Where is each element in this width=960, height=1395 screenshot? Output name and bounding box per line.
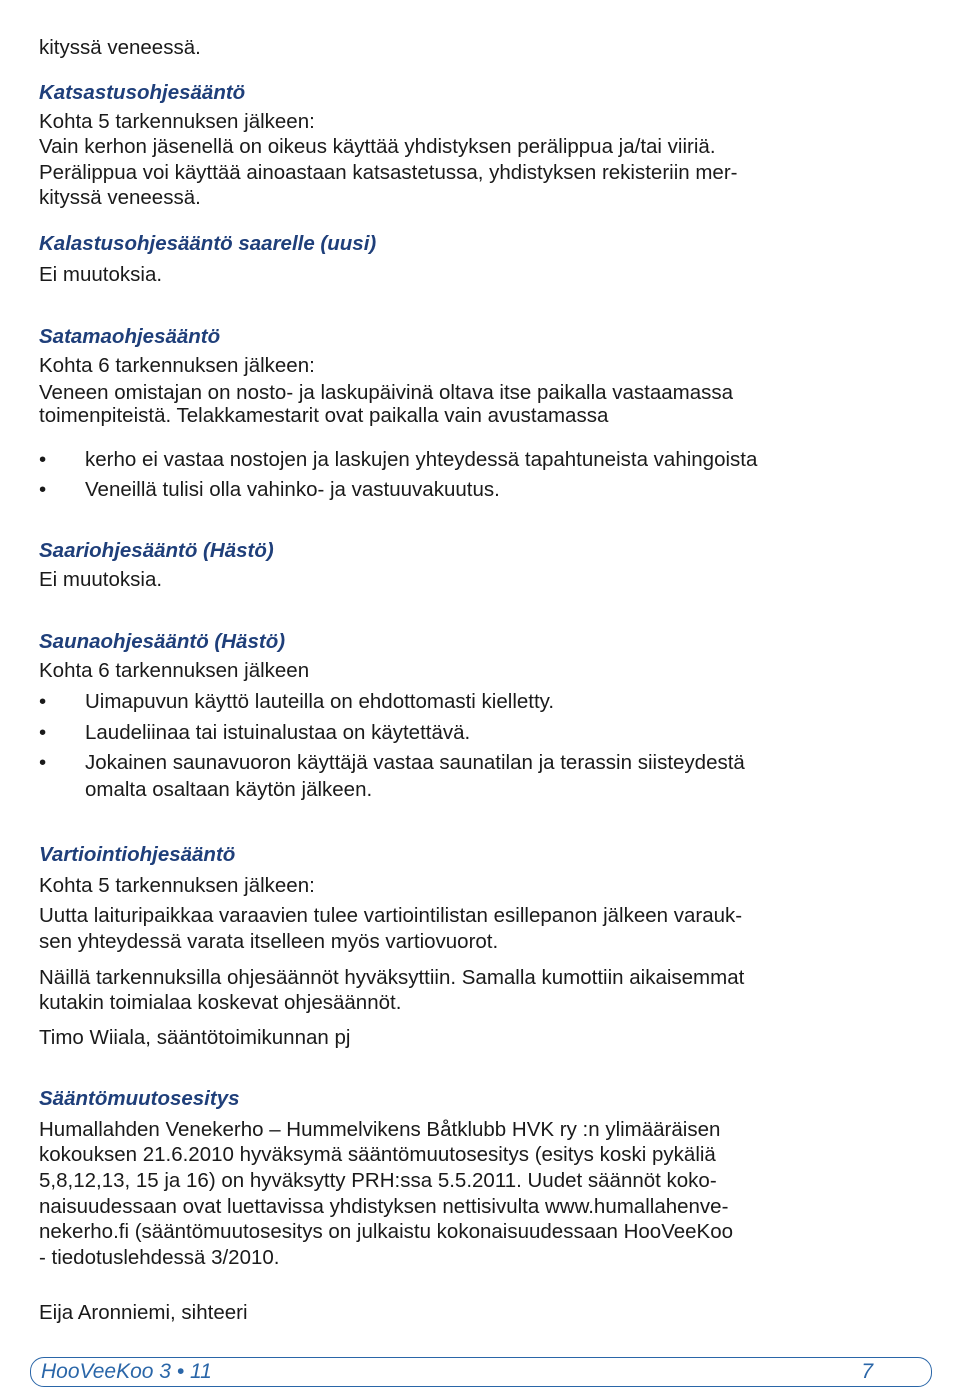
signature-line: Eija Aronniemi, sihteeri [39,1301,248,1324]
heading-saariohjesaanto: Saariohjesääntö (Hästö) [39,539,274,562]
body-text-line: Humallahden Venekerho – Hummelvikens Båtklubb HVK ry :n ylimääräisen [39,1118,721,1141]
body-text-line: Näillä tarkennuksilla ohjesäännöt hyväksyttiin. Samalla kumottiin aikaisemmat [39,966,745,989]
page-footer [30,1357,932,1387]
heading-vartiointiohjesaanto: Vartiointiohjesääntö [39,843,236,866]
body-text-line: toimenpiteistä. Telakkamestarit ovat paikalla vain avustamassa [39,404,609,427]
body-text-line: Ei muutoksia. [39,263,163,286]
bullet-icon: • [39,690,47,713]
list-item-text: omalta osaltaan käytön jälkeen. [85,778,373,801]
publication-label: HooVeeKoo 3 • 11 [41,1360,212,1383]
body-text-line: nekerho.fi (sääntömuutosesitys on julkaistu kokonaisuudessaan HooVeeKoo [39,1220,734,1243]
heading-saantomuutosesitys: Sääntömuutosesitys [39,1087,240,1110]
body-text-line: Kohta 5 tarkennuksen jälkeen: [39,110,315,133]
list-item-text: Laudeliinaa tai istuinalustaa on käytettävä. [85,721,471,744]
body-text-line: Kohta 5 tarkennuksen jälkeen: [39,874,315,897]
list-item-text: Veneillä tulisi olla vahinko- ja vastuuvakuutus. [85,478,500,501]
bullet-icon: • [39,751,47,774]
body-text-line: Vain kerhon jäsenellä on oikeus käyttää yhdistyksen perälippua ja/tai viiriä. [39,135,716,158]
heading-satamaohjesaanto: Satamaohjesääntö [39,325,221,348]
body-text-line: Uutta laituripaikkaa varaavien tulee vartiointilistan esillepanon jälkeen varauk- [39,904,743,927]
body-text-line: naisuudessaan ovat luettavissa yhdistyksen nettisivulta www.humallahenve- [39,1195,729,1218]
list-item-text: Uimapuvun käyttö lauteilla on ehdottomasti kielletty. [85,690,555,713]
heading-kalastusohjesaanto: Kalastusohjesääntö saarelle (uusi) [39,232,377,255]
page-number: 7 [861,1360,873,1383]
body-text-line: kityssä veneessä. [39,186,201,209]
body-text-line: Ei muutoksia. [39,568,163,591]
list-item-text: Jokainen saunavuoron käyttäjä vastaa saunatilan ja terassin siisteydestä [85,751,745,774]
body-text-line: Perälippua voi käyttää ainoastaan katsastetussa, yhdistyksen rekisteriin mer- [39,161,738,184]
heading-saunaohjesaanto: Saunaohjesääntö (Hästö) [39,630,286,653]
body-text-line: Kohta 6 tarkennuksen jälkeen: [39,354,315,377]
body-text-line: 5,8,12,13, 15 ja 16) on hyväksytty PRH:ssa 5.5.2011. Uudet säännöt koko- [39,1169,717,1192]
bullet-icon: • [39,448,47,471]
body-text-line: kokouksen 21.6.2010 hyväksymä sääntömuutosesitys (esitys koski pykäliä [39,1143,716,1166]
signature-line: Timo Wiiala, sääntötoimikunnan pj [39,1026,351,1049]
list-item-text: kerho ei vastaa nostojen ja laskujen yhteydessä tapahtuneista vahingoista [85,448,758,471]
bullet-icon: • [39,478,47,501]
body-text-line: Kohta 6 tarkennuksen jälkeen [39,659,310,682]
bullet-icon: • [39,721,47,744]
body-text-line: kityssä veneessä. [39,36,201,59]
heading-katsastusohjesaanto: Katsastusohjesääntö [39,81,246,104]
body-text-line: - tiedotuslehdessä 3/2010. [39,1246,280,1269]
body-text-line: sen yhteydessä varata itselleen myös vartiovuorot. [39,930,499,953]
body-text-line: Veneen omistajan on nosto- ja laskupäivinä oltava itse paikalla vastaamassa [39,381,733,404]
body-text-line: kutakin toimialaa koskevat ohjesäännöt. [39,991,402,1014]
